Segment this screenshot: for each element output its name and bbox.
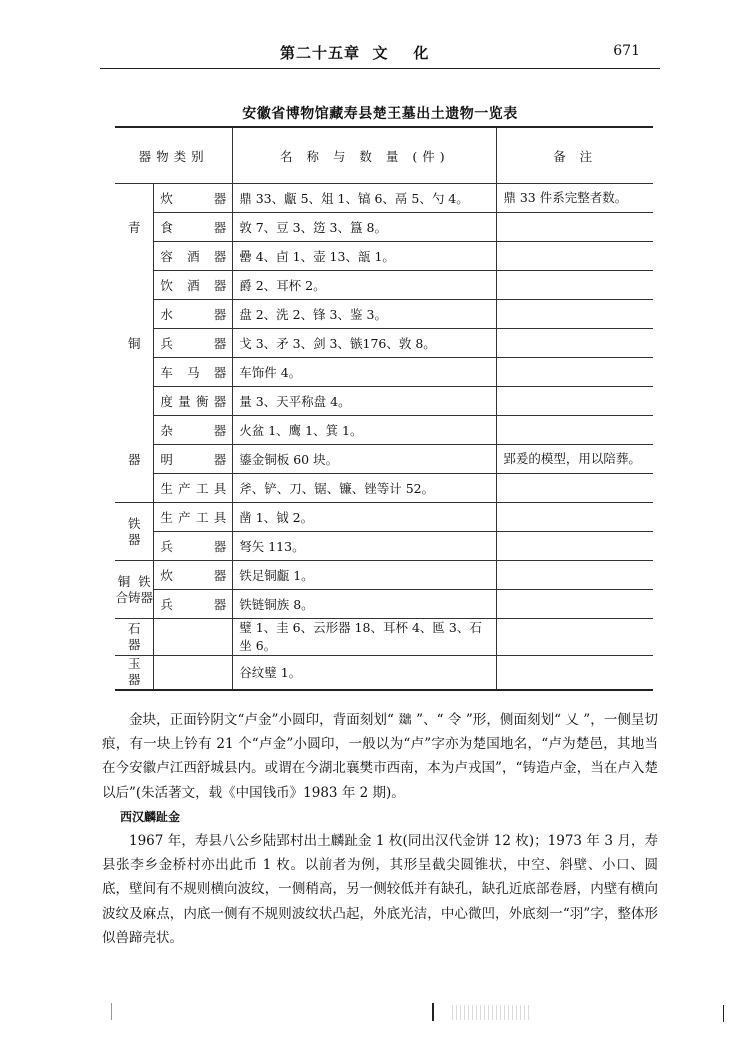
- category-label-char: 器: [127, 636, 141, 652]
- running-head: [100, 40, 660, 69]
- category-label-line: 合铸器: [115, 589, 153, 605]
- category-label-char: 器: [127, 452, 141, 467]
- table-title: 安徽省博物馆藏寿县楚王墓出土遗物一览表: [242, 106, 518, 122]
- table-row: [115, 445, 653, 474]
- subcategory-cell: 兵器: [154, 590, 233, 619]
- category-cell: [115, 503, 154, 561]
- table-row: [115, 619, 653, 656]
- remark-cell: [497, 300, 653, 329]
- remark-cell: [497, 387, 653, 416]
- items-cell: 鼎 33、甗 5、俎 1、镐 6、鬲 5、勺 4。: [233, 184, 497, 213]
- category-label-char: 铁: [127, 515, 141, 531]
- table-row: [115, 532, 653, 561]
- inventory-table: [115, 126, 653, 691]
- subcategory-cell: [154, 656, 233, 691]
- table-row: [115, 590, 653, 619]
- remark-cell: [497, 329, 653, 358]
- remark-cell: [497, 474, 653, 503]
- table-row: [115, 213, 653, 242]
- remark-cell: [497, 213, 653, 242]
- section-subheading: 西汉麟趾金: [120, 809, 181, 824]
- remark-cell: [497, 561, 653, 590]
- items-cell: 鎏金铜板 60 块。: [233, 445, 497, 474]
- table-row: [115, 242, 653, 271]
- paragraph: 金块，正面钤阴文“卢金”小圆印，背面刻划“ 𠭴 ”、“ 令 ”形，侧面刻划“ 乂 ”，一侧呈切痕，有一块上钤有 21 个“卢金”小圆印，一般以为“卢”字亦为楚国地名，“卢为楚邑，其地当在今安徽卢江西舒城县内。或谓在今湖北襄樊市西南，本为卢戎国”，“铸造卢金，当在卢入楚以后”(朱活著文，载《中国钱币》1983 年 2 期)。: [102, 712, 658, 801]
- table-row: [115, 329, 653, 358]
- category-label-char: 器: [127, 531, 141, 547]
- items-cell: 铁链铜族 8。: [233, 590, 497, 619]
- body-text: [102, 708, 658, 950]
- page-number: 671: [613, 43, 640, 59]
- chapter-title: 第二十五章 文 化: [280, 44, 430, 62]
- table-row: [115, 300, 653, 329]
- subcategory-cell: 生产工具: [154, 503, 233, 532]
- table-row: [115, 358, 653, 387]
- items-cell: 火盆 1、鹰 1、箕 1。: [233, 416, 497, 445]
- table-row: [115, 656, 653, 691]
- table-row: [115, 416, 653, 445]
- items-cell: 爵 2、耳杯 2。: [233, 271, 497, 300]
- remark-cell: [497, 242, 653, 271]
- remark-cell: [497, 590, 653, 619]
- table-body: [115, 184, 653, 691]
- subcategory-cell: 炊器: [154, 561, 233, 590]
- subcategory-cell: 兵器: [154, 329, 233, 358]
- remark-cell: [497, 416, 653, 445]
- remark-cell: [497, 619, 653, 656]
- subcategory-cell: 车马器: [154, 358, 233, 387]
- remark-cell: 郢爰的模型，用以陪葬。: [497, 445, 653, 474]
- subcategory-cell: 炊器: [154, 184, 233, 213]
- subcategory-cell: [154, 619, 233, 656]
- category-label-char: 玉: [127, 656, 141, 671]
- subcategory-cell: 生产工具: [154, 474, 233, 503]
- remark-cell: [497, 503, 653, 532]
- category-cell: [115, 656, 154, 691]
- table-row: [115, 271, 653, 300]
- scan-artifact: [111, 1003, 112, 1020]
- remark-cell: 鼎 33 件系完整者数。: [497, 184, 653, 213]
- scan-artifact: [432, 1003, 434, 1021]
- subcategory-cell: 水器: [154, 300, 233, 329]
- subcategory-cell: 食器: [154, 213, 233, 242]
- subcategory-cell: 容酒器: [154, 242, 233, 271]
- category-label-char: 青: [127, 220, 141, 235]
- remark-cell: [497, 656, 653, 691]
- table-row: [115, 561, 653, 590]
- scan-artifact: [723, 1005, 724, 1022]
- remark-cell: [497, 358, 653, 387]
- items-cell: 盘 2、洗 2、锋 3、鉴 3。: [233, 300, 497, 329]
- table-header-row: [115, 127, 653, 184]
- subcategory-cell: 明器: [154, 445, 233, 474]
- items-cell: 璧 1、圭 6、云形器 18、耳杯 4、匜 3、石坐 6。: [233, 619, 497, 656]
- scan-artifact: [452, 1005, 532, 1020]
- items-cell: 戈 3、矛 3、剑 3、镞176、敦 8。: [233, 329, 497, 358]
- table-row: [115, 474, 653, 503]
- subcategory-cell: 杂器: [154, 416, 233, 445]
- table-row: [115, 184, 653, 213]
- items-cell: 谷纹璧 1。: [233, 656, 497, 691]
- category-cell: [115, 184, 154, 503]
- category-cell: [115, 561, 154, 619]
- table-row: [115, 503, 653, 532]
- items-cell: 敦 7、豆 3、笾 3、簋 8。: [233, 213, 497, 242]
- category-label-char: 器: [127, 672, 141, 687]
- paragraph: 1967 年，寿县八公乡陆郢村出土麟趾金 1 枚(同出汉代金饼 12 枚)；1973 年 3 月，寿县张李乡金桥村亦出此币 1 枚。以前者为例，其形呈截尖圆锥状，中空、斜壁、小口、圆底，壁间有不规则横向波纹，一侧稍高，另一侧较低并有缺孔，缺孔近底部卷唇，内壁有横向波纹及麻点，内底一侧有不规则波纹状凸起，外底光洁，中心微凹，外底刻一“羽”字，整体形似兽蹄壳状。: [102, 833, 658, 946]
- category-label-line: 铜 铁: [117, 573, 151, 589]
- header-name-quantity: 名 称 与 数 量 (件): [233, 127, 497, 184]
- header-category: 器物类别: [115, 127, 233, 184]
- items-cell: 量 3、天平称盘 4。: [233, 387, 497, 416]
- items-cell: 罍 4、卣 1、壶 13、瓿 1。: [233, 242, 497, 271]
- items-cell: 车饰件 4。: [233, 358, 497, 387]
- table-row: [115, 387, 653, 416]
- subcategory-cell: 兵器: [154, 532, 233, 561]
- category-cell: [115, 619, 154, 656]
- items-cell: 斧、铲、刀、锯、镰、锉等计 52。: [233, 474, 497, 503]
- subcategory-cell: 饮酒器: [154, 271, 233, 300]
- category-label-char: 铜: [127, 336, 141, 351]
- category-label-char: 石: [127, 620, 141, 636]
- remark-cell: [497, 271, 653, 300]
- items-cell: 铁足铜甗 1。: [233, 561, 497, 590]
- remark-cell: [497, 532, 653, 561]
- items-cell: 弩矢 113。: [233, 532, 497, 561]
- subcategory-cell: 度量衡器: [154, 387, 233, 416]
- items-cell: 凿 1、钺 2。: [233, 503, 497, 532]
- header-remarks: 备 注: [497, 127, 653, 184]
